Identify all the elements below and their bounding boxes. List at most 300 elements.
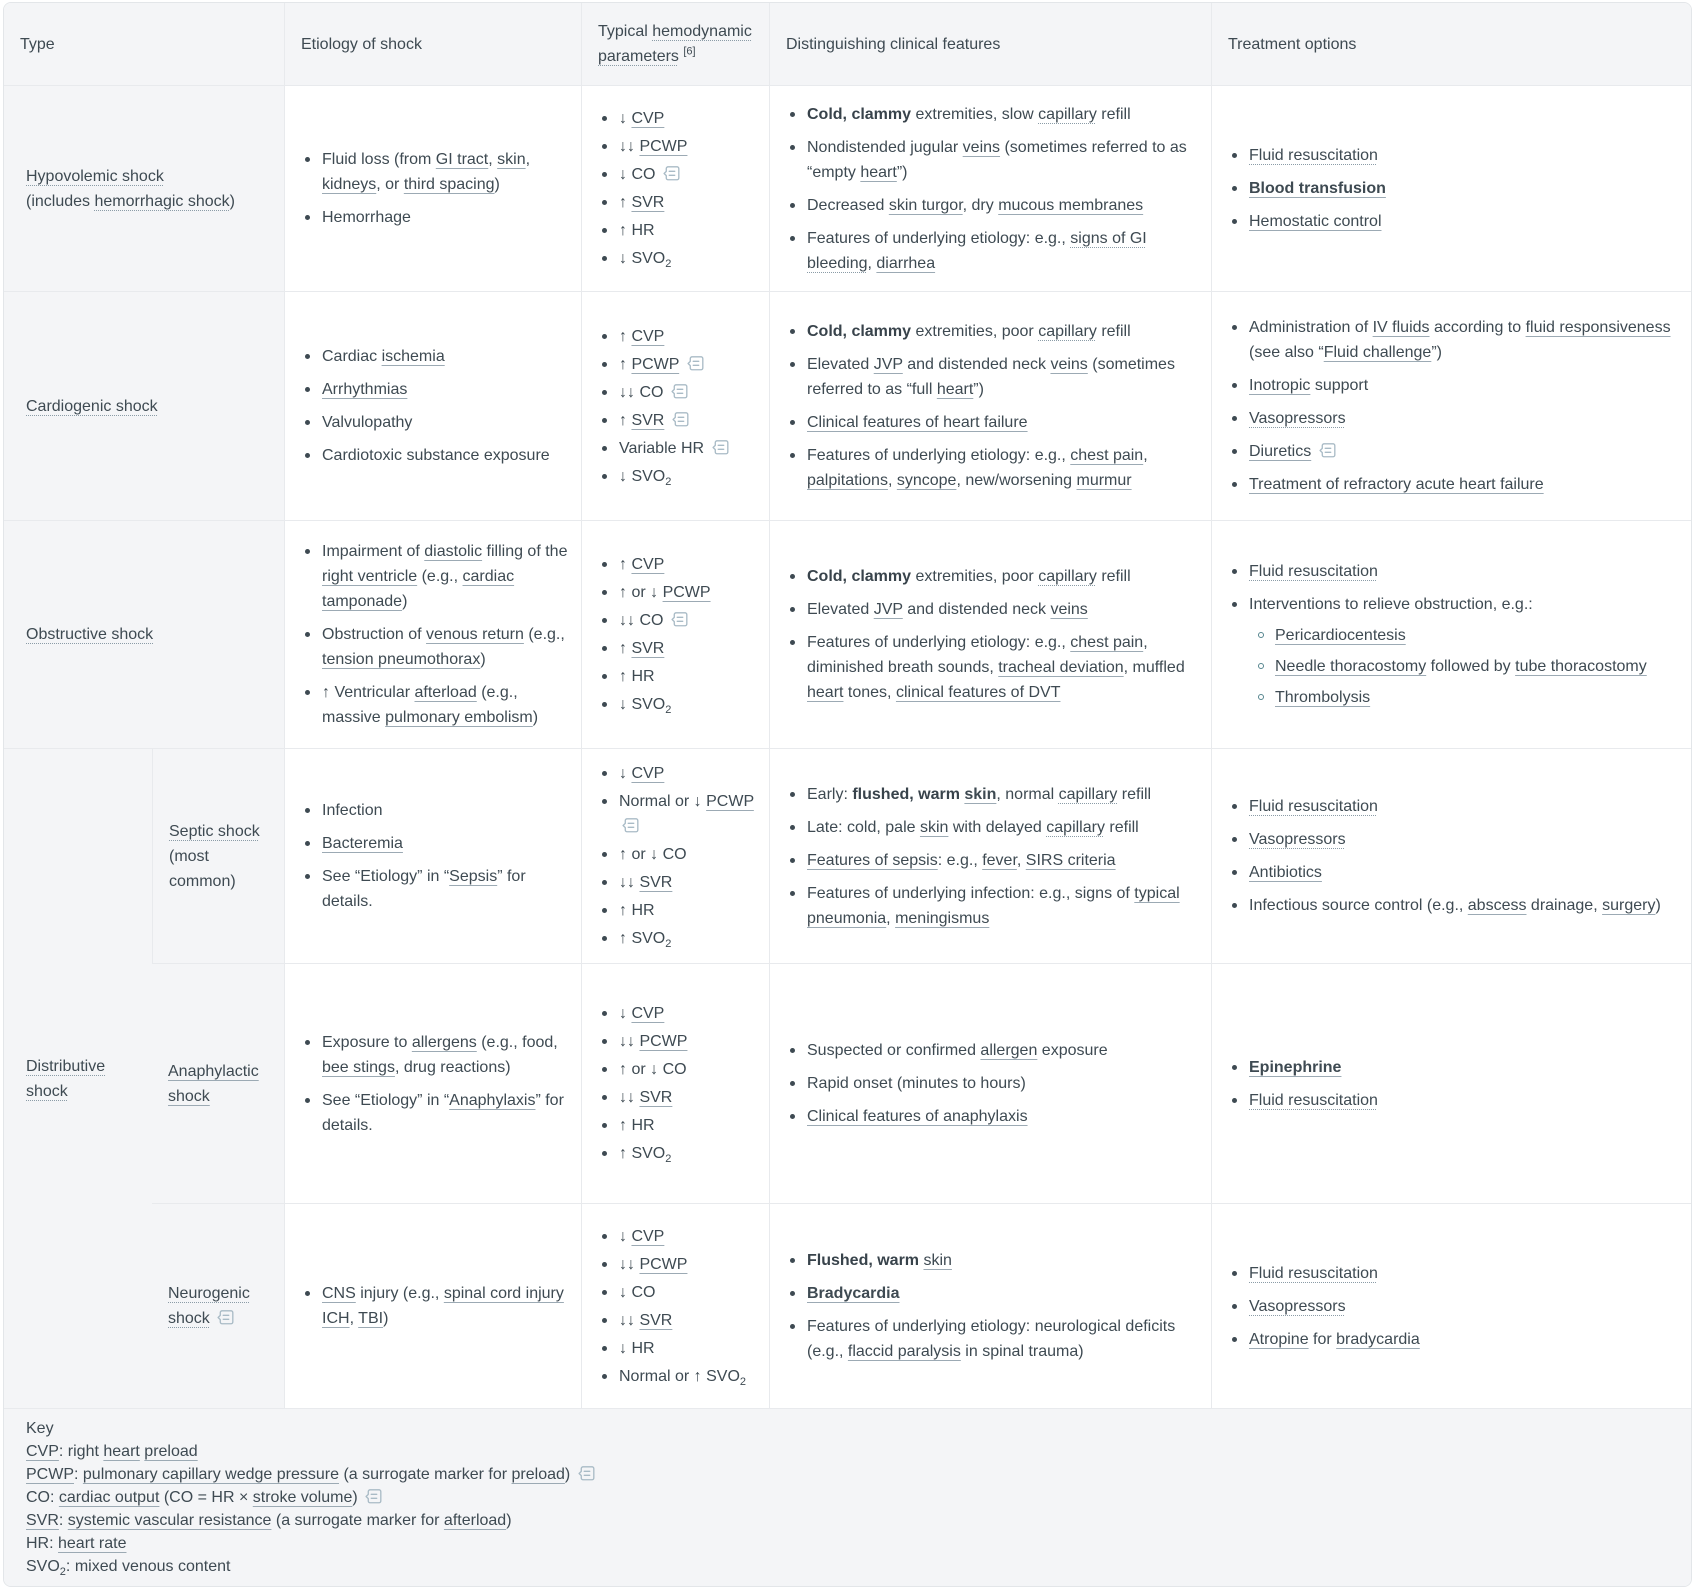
- text: ,: [867, 254, 877, 272]
- text: Features of underlying etiology: e.g.,: [807, 447, 1071, 464]
- link[interactable]: meningismus: [895, 909, 990, 927]
- text: ↑: [619, 556, 632, 573]
- group-cell-distributive: [4, 748, 152, 1408]
- text: (a surrogate marker for: [339, 1466, 512, 1483]
- link[interactable]: SIRS criteria: [1025, 851, 1116, 869]
- text: for: [1308, 1330, 1337, 1348]
- text: :: [74, 1466, 83, 1483]
- text: support: [1310, 377, 1369, 394]
- list-item: [1226, 439, 1687, 464]
- text: ↓ SVO: [619, 467, 666, 485]
- link[interactable]: JVP: [873, 356, 903, 373]
- link[interactable]: Fluid resuscitation: [1249, 563, 1378, 580]
- link[interactable]: afterload: [414, 684, 477, 701]
- link[interactable]: Hemostatic control: [1249, 213, 1382, 230]
- link[interactable]: skin: [919, 818, 949, 836]
- etiology-cell: [284, 963, 581, 1203]
- text: refill: [1096, 105, 1131, 123]
- list-item: [596, 789, 757, 839]
- text: ): [532, 709, 539, 726]
- list-item: [299, 344, 569, 369]
- link[interactable]: CVP: [631, 327, 665, 345]
- link[interactable]: CVP: [26, 1443, 59, 1460]
- link[interactable]: Arrhythmias: [322, 381, 408, 398]
- text: injury (e.g.,: [355, 1285, 444, 1302]
- bullet-list: [784, 782, 1199, 931]
- link[interactable]: Hypovolemic shock: [26, 167, 164, 185]
- link[interactable]: IV fluids: [1372, 319, 1430, 336]
- text: Treatment options: [1228, 35, 1357, 53]
- note-icon[interactable]: [216, 1308, 235, 1327]
- link[interactable]: systemic vascular resistance: [67, 1512, 272, 1529]
- text-line: [786, 32, 1195, 57]
- text: Cardiotoxic substance exposure: [322, 447, 550, 464]
- link[interactable]: Cardiogenic shock: [26, 397, 158, 415]
- link[interactable]: Fluid resuscitation: [1249, 1091, 1378, 1109]
- list-item: [596, 580, 757, 605]
- note-icon[interactable]: [711, 438, 730, 457]
- link[interactable]: Atropine: [1249, 1330, 1309, 1348]
- table-row: [4, 1408, 1692, 1586]
- list-item: [596, 1280, 757, 1305]
- list-item: [299, 443, 569, 468]
- text: ↑ HR: [619, 1117, 655, 1134]
- link[interactable]: Vasopressors: [1249, 410, 1346, 427]
- link[interactable]: PCWP: [639, 1033, 688, 1050]
- link[interactable]: fluid responsiveness: [1525, 319, 1671, 336]
- bullet-list: [596, 552, 757, 717]
- link[interactable]: capillary: [1058, 785, 1118, 803]
- link[interactable]: Distributive shock: [26, 1057, 106, 1100]
- list-item: [596, 926, 757, 951]
- link[interactable]: diastolic: [424, 543, 483, 560]
- hemodynamics-cell: [581, 85, 769, 291]
- text: : right: [58, 1443, 104, 1460]
- text: ↑: [619, 411, 632, 429]
- text: Valvulopathy: [322, 414, 413, 431]
- bullet-list: [784, 1038, 1199, 1129]
- text-line: [301, 32, 565, 57]
- text-line: [26, 189, 276, 214]
- link[interactable]: SVR: [639, 874, 673, 891]
- text-line: [598, 19, 753, 69]
- text-line: [168, 1084, 276, 1109]
- etiology-cell: [284, 291, 581, 520]
- note-icon[interactable]: [577, 1464, 596, 1483]
- link[interactable]: TBI: [358, 1310, 384, 1327]
- link[interactable]: preload: [144, 1443, 198, 1460]
- list-item: [1226, 1055, 1687, 1080]
- link[interactable]: Septic shock: [169, 822, 260, 840]
- list-item: [1226, 559, 1687, 584]
- text: ” for details.: [322, 868, 526, 910]
- text: , dry: [962, 196, 999, 214]
- link[interactable]: Pericardiocentesis: [1275, 627, 1406, 644]
- link[interactable]: Blood transfusion: [1249, 180, 1386, 197]
- hemodynamics-cell: [581, 1203, 769, 1408]
- link[interactable]: preload: [511, 1466, 565, 1483]
- list-item: [596, 1029, 757, 1054]
- note-icon[interactable]: [621, 816, 640, 835]
- list-item: [596, 380, 757, 405]
- link[interactable]: palpitations: [807, 472, 888, 489]
- link[interactable]: Fluid challenge: [1323, 344, 1432, 361]
- list-item: [596, 1308, 757, 1333]
- etiology-cell: [284, 748, 581, 963]
- text: with delayed: [948, 818, 1047, 836]
- text: ↑ SVO: [619, 930, 666, 947]
- note-icon[interactable]: [662, 164, 681, 183]
- list-item: [596, 761, 757, 786]
- list-item: [596, 1224, 757, 1249]
- bullet-list: [596, 1224, 757, 1389]
- list-item: [784, 352, 1199, 402]
- list-item: [596, 162, 757, 187]
- link[interactable]: capillary: [1038, 568, 1097, 585]
- link[interactable]: Vasopressors: [1249, 831, 1346, 848]
- link[interactable]: Fluid resuscitation: [1249, 1264, 1378, 1282]
- link[interactable]: Features of sepsis: [807, 851, 938, 869]
- text: ↑: [619, 355, 632, 373]
- list-item: [596, 1252, 757, 1277]
- treatment-cell: [1211, 85, 1692, 291]
- link[interactable]: Vasopressors: [1249, 1297, 1346, 1315]
- text: ”): [973, 381, 984, 398]
- link[interactable]: skin: [964, 785, 997, 803]
- list-item: [299, 539, 569, 614]
- link[interactable]: pulmonary embolism: [385, 709, 533, 726]
- text: (a surrogate marker for: [271, 1512, 444, 1529]
- link[interactable]: Fluid resuscitation: [1249, 798, 1378, 815]
- list-item: [784, 1314, 1199, 1364]
- text-line: [168, 1281, 276, 1306]
- link[interactable]: SVR: [631, 640, 665, 657]
- link[interactable]: Obstructive shock: [26, 626, 154, 643]
- list-item: [1226, 406, 1687, 431]
- text: [679, 356, 683, 373]
- text: See “Etiology” in “: [322, 868, 450, 885]
- link[interactable]: JVP: [873, 601, 903, 618]
- text: : e.g.,: [937, 851, 983, 869]
- list-item: [299, 680, 569, 730]
- link[interactable]: Needle thoracostomy: [1275, 658, 1427, 675]
- link[interactable]: heart: [860, 163, 897, 181]
- link[interactable]: CVP: [631, 765, 665, 782]
- link[interactable]: SVR: [631, 194, 665, 211]
- list-item: [784, 564, 1199, 589]
- header-row: [4, 3, 1692, 85]
- text: ): [229, 192, 235, 210]
- link[interactable]: tracheal deviation: [998, 659, 1124, 676]
- link[interactable]: Diuretics: [1249, 443, 1312, 460]
- text: Elevated: [807, 601, 874, 618]
- text: ↓: [619, 110, 632, 127]
- link[interactable]: kidneys: [322, 176, 377, 193]
- text: ,: [488, 151, 498, 168]
- list-item: [1226, 472, 1687, 497]
- link[interactable]: veins: [962, 138, 1001, 156]
- bullet-list: [784, 102, 1199, 276]
- link[interactable]: CVP: [631, 556, 665, 573]
- link[interactable]: typical pneumonia: [807, 884, 1180, 927]
- link[interactable]: Sepsis: [449, 868, 498, 885]
- note-icon[interactable]: [1318, 441, 1337, 460]
- hemodynamics-cell: [581, 963, 769, 1203]
- text: ↓: [619, 765, 632, 782]
- text: Rapid onset (minutes to hours): [807, 1075, 1026, 1092]
- sub-list-item: [1252, 623, 1687, 648]
- note-icon[interactable]: [686, 354, 705, 373]
- link[interactable]: capillary: [1046, 818, 1105, 836]
- text: HR:: [26, 1535, 58, 1552]
- treatment-cell: [1211, 291, 1692, 520]
- link[interactable]: heart rate: [58, 1535, 127, 1552]
- text: ↑: [619, 640, 632, 657]
- text: Etiology of shock: [301, 35, 422, 53]
- text: ” for details.: [322, 1091, 564, 1134]
- list-item: [299, 377, 569, 402]
- text: flushed, warm: [852, 785, 965, 803]
- link[interactable]: PCWP: [662, 584, 711, 601]
- link[interactable]: CVP: [631, 1005, 665, 1022]
- text: (e.g., food,: [476, 1033, 558, 1051]
- link[interactable]: CVP: [631, 110, 665, 127]
- list-item: [596, 664, 757, 689]
- text: ↑ HR: [619, 668, 655, 685]
- link[interactable]: cardiac output: [58, 1489, 160, 1506]
- text-line: [168, 1059, 276, 1084]
- link[interactable]: capillary: [1038, 105, 1097, 123]
- treatment-cell: [1211, 748, 1692, 963]
- link[interactable]: heart: [936, 381, 974, 398]
- link[interactable]: hemorrhagic shock: [94, 192, 230, 210]
- link[interactable]: spinal cord injury: [443, 1285, 564, 1302]
- text: refill: [1096, 323, 1131, 340]
- etiology-cell: [284, 1203, 581, 1408]
- list-item: [596, 1336, 757, 1361]
- text: ↑ or ↓: [619, 584, 663, 601]
- link[interactable]: veins: [1050, 601, 1088, 618]
- list-item: [299, 1088, 569, 1138]
- text: ↑ or ↓ CO: [619, 846, 687, 863]
- text: Elevated: [807, 356, 874, 373]
- link[interactable]: Antibiotics: [1249, 864, 1322, 881]
- link[interactable]: SVR: [639, 1311, 673, 1329]
- link[interactable]: PCWP: [631, 355, 680, 373]
- link[interactable]: GI tract: [435, 151, 489, 168]
- text: ): [494, 176, 500, 193]
- link[interactable]: Anaphylaxis: [449, 1091, 536, 1109]
- link[interactable]: heart: [103, 1443, 140, 1460]
- text-line: [169, 844, 276, 894]
- list-item: [784, 597, 1199, 622]
- clinical-features-cell: [769, 85, 1211, 291]
- link[interactable]: bee stings: [322, 1058, 395, 1076]
- text: ↓ SVO: [619, 250, 666, 267]
- text: Cold, clammy: [807, 568, 912, 585]
- link[interactable]: Clinical features of heart failure: [807, 414, 1028, 431]
- link[interactable]: veins: [1050, 356, 1088, 373]
- link[interactable]: syncope: [896, 472, 957, 489]
- link[interactable]: stroke volume: [252, 1489, 353, 1506]
- text-line: [169, 819, 276, 844]
- link[interactable]: pulmonary capillary wedge pressure: [82, 1466, 340, 1483]
- list-item: [596, 1001, 757, 1026]
- link[interactable]: PCWP: [706, 793, 754, 810]
- link[interactable]: skin: [497, 151, 526, 168]
- link[interactable]: clinical features of DVT: [895, 684, 1061, 701]
- link[interactable]: allergen: [980, 1042, 1038, 1059]
- list-item: [299, 864, 569, 914]
- link[interactable]: Clinical features of anaphylaxis: [807, 1108, 1028, 1125]
- link[interactable]: Fluid resuscitation: [1249, 147, 1378, 164]
- link[interactable]: heart: [807, 684, 844, 701]
- link[interactable]: skin turgor: [888, 196, 963, 214]
- list-item: [784, 319, 1199, 344]
- text: (e.g.,: [417, 568, 463, 585]
- list-item: [299, 147, 569, 197]
- link[interactable]: right ventricle: [322, 568, 418, 585]
- text: [6]: [683, 45, 696, 58]
- text: ↓↓: [619, 1089, 640, 1106]
- link[interactable]: shock: [168, 1087, 210, 1105]
- clinical-features-cell: [769, 748, 1211, 963]
- link[interactable]: Epinephrine: [1249, 1058, 1342, 1076]
- list-item: [596, 106, 757, 131]
- link[interactable]: CNS: [322, 1285, 356, 1302]
- type-cell-cardiogenic: [4, 291, 284, 520]
- text: Cold, clammy: [807, 105, 912, 123]
- list-item: [596, 552, 757, 577]
- text-line: [26, 1054, 144, 1104]
- text: ↓↓ CO: [619, 612, 668, 629]
- link[interactable]: allergens: [411, 1033, 477, 1051]
- link[interactable]: chest pain: [1070, 447, 1144, 464]
- list-item: [1226, 1327, 1687, 1352]
- link[interactable]: Thrombolysis: [1275, 689, 1371, 706]
- text: Key: [26, 1420, 54, 1437]
- link[interactable]: capillary: [1038, 323, 1097, 340]
- list-item: [784, 193, 1199, 218]
- link[interactable]: venous return: [426, 626, 524, 643]
- link[interactable]: flaccid paralysis: [847, 1343, 961, 1360]
- link[interactable]: SVR: [639, 1089, 673, 1106]
- text: ↑ HR: [619, 902, 655, 919]
- link[interactable]: abscess: [1467, 897, 1527, 914]
- link[interactable]: Inotropic: [1249, 377, 1311, 394]
- text: :: [58, 1512, 68, 1529]
- table-row: [4, 85, 1692, 291]
- link[interactable]: fever: [982, 851, 1017, 869]
- text: Features of underlying etiology: e.g.,: [807, 634, 1071, 651]
- link[interactable]: surgery: [1602, 897, 1656, 914]
- text: ↑ or ↓ CO: [619, 1061, 687, 1078]
- text: , drug reactions): [394, 1058, 511, 1076]
- link[interactable]: ischemia: [381, 348, 445, 365]
- bullet-list: [299, 1030, 569, 1138]
- list-item: [1226, 1294, 1687, 1319]
- link[interactable]: cardiac tamponade: [322, 568, 515, 610]
- bullet-list: [784, 564, 1199, 705]
- link[interactable]: Bradycardia: [807, 1285, 900, 1302]
- text: (sometimes referred to as “full: [807, 356, 1175, 398]
- bullet-list: [784, 319, 1199, 493]
- link[interactable]: PCWP: [639, 1255, 688, 1273]
- text: ): [352, 1489, 363, 1506]
- link[interactable]: shock: [168, 1310, 210, 1327]
- list-item: [1226, 143, 1687, 168]
- note-icon[interactable]: [364, 1487, 383, 1506]
- link[interactable]: CVP: [631, 1227, 665, 1245]
- link[interactable]: skin: [923, 1252, 952, 1269]
- text: 2: [59, 1566, 66, 1579]
- link[interactable]: third spacing: [403, 176, 495, 193]
- text: ↑: [619, 327, 632, 345]
- type-cell-obstructive: [4, 520, 284, 748]
- text: ,: [349, 1310, 359, 1327]
- note-icon[interactable]: [671, 410, 690, 429]
- link[interactable]: SVR: [631, 411, 665, 429]
- note-icon[interactable]: [670, 610, 689, 629]
- bullet-list: [1226, 315, 1687, 497]
- link[interactable]: PCWP: [639, 138, 688, 155]
- list-item: [596, 1364, 757, 1389]
- text: ,: [1016, 851, 1026, 869]
- link[interactable]: diarrhea: [876, 254, 936, 272]
- list-item: [596, 246, 757, 271]
- text: Flushed, warm: [807, 1252, 920, 1269]
- link[interactable]: tension pneumothorax: [322, 651, 481, 668]
- link[interactable]: Bacteremia: [322, 835, 403, 852]
- list-item: [299, 798, 569, 823]
- link[interactable]: bradycardia: [1336, 1330, 1420, 1348]
- link[interactable]: SVR: [26, 1512, 59, 1529]
- link[interactable]: PCWP: [26, 1466, 74, 1483]
- list-item: [1226, 209, 1687, 234]
- link[interactable]: Treatment of refractory acute heart failure: [1249, 476, 1544, 493]
- text: Decreased: [807, 196, 889, 214]
- list-item: [784, 1038, 1199, 1063]
- link[interactable]: Neurogenic: [168, 1285, 250, 1302]
- list-item: [299, 622, 569, 672]
- link[interactable]: mucous membranes: [998, 196, 1144, 214]
- link[interactable]: hemodynamic parameters: [598, 23, 752, 65]
- link[interactable]: signs of GI bleeding: [807, 229, 1147, 272]
- note-icon[interactable]: [670, 382, 689, 401]
- text: Infectious source control (e.g.,: [1249, 897, 1468, 914]
- link[interactable]: tube thoracostomy: [1515, 658, 1647, 675]
- list-item: [1226, 827, 1687, 852]
- list-item: [784, 1281, 1199, 1306]
- text: Fluid loss (from: [322, 151, 436, 168]
- text-line: [26, 1486, 1677, 1509]
- link[interactable]: ICH: [322, 1310, 350, 1327]
- text-line: [26, 1463, 1677, 1486]
- text: refill: [1117, 785, 1152, 803]
- list-item: [1226, 373, 1687, 398]
- link[interactable]: afterload: [443, 1512, 507, 1529]
- text: ↓↓: [619, 1033, 640, 1050]
- list-item: [596, 692, 757, 717]
- list-item: [299, 1030, 569, 1080]
- list-item: [596, 842, 757, 867]
- link[interactable]: Anaphylactic: [168, 1062, 259, 1080]
- text: ↓ CO: [619, 1283, 656, 1301]
- link[interactable]: murmur: [1076, 472, 1132, 489]
- bullet-list: [1226, 143, 1687, 234]
- link[interactable]: chest pain: [1070, 634, 1144, 651]
- text: and distended neck: [902, 356, 1051, 373]
